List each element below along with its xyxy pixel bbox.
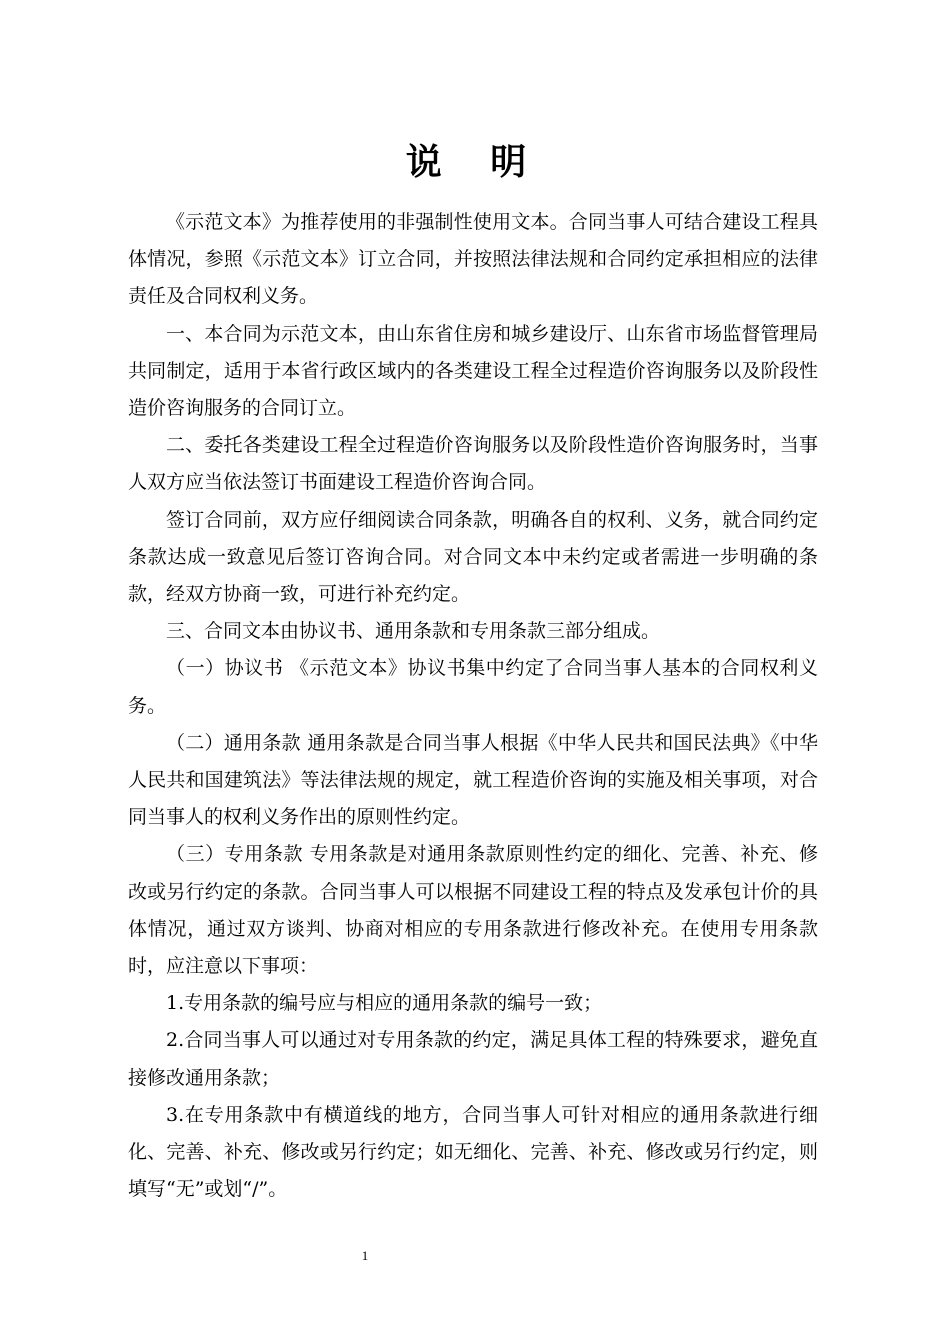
page-title: 说 明 xyxy=(405,141,545,183)
paragraph-section-2: 二、委托各类建设工程全过程造价咨询服务以及阶段性造价咨询服务时，当事人双方应当依法签订书面建设工程造价咨询合同。 xyxy=(128,434,818,494)
paragraph-signing: 签订合同前，双方应仔细阅读合同条款，明确各自的权利、义务，就合同约定条款达成一致意见后签订咨询合同。对合同文本中未约定或者需进一步明确的条款，经双方协商一致，可进行补充约定。 xyxy=(128,508,818,606)
list-item-2: 2.合同当事人可以通过对专用条款的约定，满足具体工程的特殊要求，避免直接修改通用条款； xyxy=(128,1029,818,1089)
paragraph-agreement: （一）协议书 《示范文本》协议书集中约定了合同当事人基本的合同权利义务。 xyxy=(128,657,818,717)
list-item-3: 3.在专用条款中有横道线的地方，合同当事人可针对相应的通用条款进行细化、完善、补充、修改或另行约定；如无细化、完善、补充、修改或另行约定，则填写“无”或划“/”。 xyxy=(128,1103,818,1201)
page-number: 1 xyxy=(361,1248,369,1263)
document-body xyxy=(128,204,818,1208)
paragraph-intro: 《示范文本》为推荐使用的非强制性使用文本。合同当事人可结合建设工程具体情况，参照《示范文本》订立合同，并按照法律法规和合同约定承担相应的法律责任及合同权利义务。 xyxy=(128,211,818,308)
paragraph-section-1: 一、本合同为示范文本，由山东省住房和城乡建设厅、山东省市场监督管理局共同制定，适用于本省行政区域内的各类建设工程全过程造价咨询服务以及阶段性造价咨询服务的合同订立。 xyxy=(128,322,818,420)
paragraph-section-3: 三、合同文本由协议书、通用条款和专用条款三部分组成。 xyxy=(166,620,661,643)
list-item-1: 1.专用条款的编号应与相应的通用条款的编号一致； xyxy=(166,992,603,1015)
paragraph-general-terms: （二）通用条款 通用条款是合同当事人根据《中华人民共和国民法典》《中华人民共和国建筑法》等法律法规的规定，就工程造价咨询的实施及相关事项，对合同当事人的权利义务作出的原则性约定。 xyxy=(128,731,818,829)
paragraph-special-terms: （三）专用条款 专用条款是对通用条款原则性约定的细化、完善、补充、修改或另行约定的条款。合同当事人可以根据不同建设工程的特点及发承包计价的具体情况，通过双方谈判、协商对相应的专用条款进行修改补充。在使用专用条款时，应注意以下事项： xyxy=(128,843,818,978)
